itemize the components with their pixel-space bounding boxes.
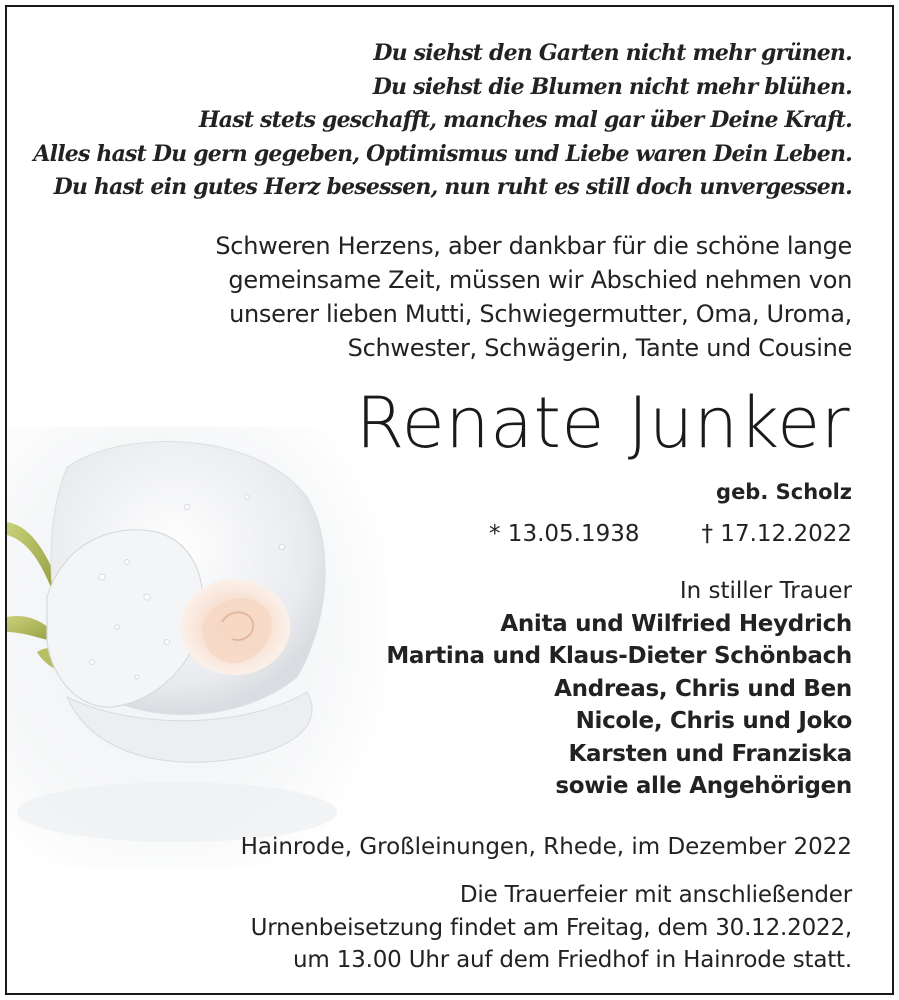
death-date: † 17.12.2022: [701, 521, 852, 547]
mourner-name: Nicole, Chris und Joko: [575, 708, 852, 734]
poem-line: Alles hast Du gern gegeben, Optimismus und Liebe waren Dein Leben.: [33, 140, 852, 167]
funeral-notice: [251, 879, 852, 977]
intro-text: [215, 229, 852, 365]
place-and-date: Hainrode, Großleinungen, Rhede, im Dezember 2022: [240, 834, 852, 860]
poem-line: Du siehst den Garten nicht mehr grünen.: [373, 40, 852, 66]
life-dates: [489, 518, 852, 550]
mourner-name: Andreas, Chris und Ben: [554, 675, 852, 702]
memorial-poem: [33, 37, 852, 205]
deceased-name: Renate Junker: [355, 382, 850, 464]
mourner-name: Martina und Klaus-Dieter Schönbach: [386, 643, 852, 669]
funeral-line: Die Trauerfeier mit anschließender: [459, 882, 852, 908]
intro-line: Schweren Herzens, aber dankbar für die schöne lange: [215, 232, 852, 260]
intro-line: gemeinsame Zeit, müssen wir Abschied nehmen von: [228, 266, 852, 294]
funeral-line: Urnenbeisetzung findet am Freitag, dem 30.12.2022,: [250, 914, 852, 941]
mourner-name: sowie alle Angehörigen: [555, 773, 852, 799]
poem-line: Du hast ein gutes Herz besessen, nun ruht es still doch unvergessen.: [53, 174, 852, 200]
mourner-name: Karsten und Franziska: [568, 740, 852, 767]
funeral-line: um 13.00 Uhr auf dem Friedhof in Hainrode statt.: [293, 947, 852, 973]
intro-line: unserer lieben Mutti, Schwiegermutter, Oma, Uroma,: [229, 300, 852, 328]
intro-line: Schwester, Schwägerin, Tante und Cousine: [347, 334, 852, 362]
mourners-lead: In stiller Trauer: [679, 578, 852, 604]
white-rose-icon: [7, 427, 387, 867]
poem-line: Du siehst die Blumen nicht mehr blühen.: [372, 73, 852, 100]
birth-date: * 13.05.1938: [489, 521, 640, 547]
mourner-name: Anita und Wilfried Heydrich: [500, 610, 852, 637]
poem-line: Hast stets geschafft, manches mal gar über Deine Kraft.: [198, 107, 852, 133]
maiden-name: geb. Scholz: [716, 480, 852, 504]
obituary-frame: [5, 5, 894, 995]
mourners-list: [386, 575, 852, 803]
